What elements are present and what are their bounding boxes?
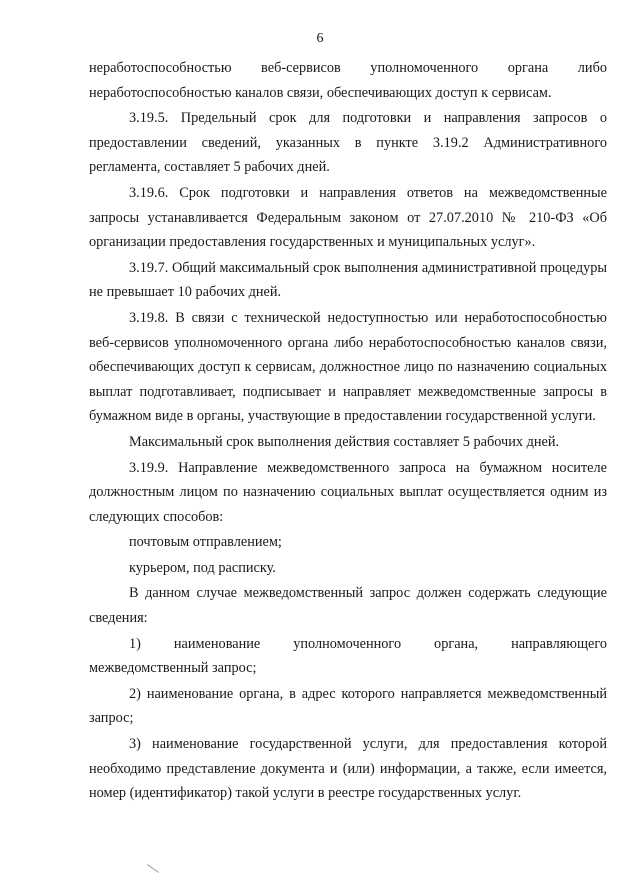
paragraph-max-term: Максимальный срок выполнения действия составляет 5 рабочих дней. [129, 433, 560, 450]
paragraph-3-19-6: 3.19.6. Срок подготовки и направления ответов на межведомственные запросы устанавливается Федеральным законом от 27.07.2010 № 210-ФЗ «Об организации предоставления государственных и муниципальных услуг». [89, 184, 607, 251]
list-item-courier: курьером, под расписку. [129, 559, 276, 576]
body-text [89, 56, 607, 807]
list-item-1: 1) наименование уполномоченного органа, направляющего межведомственный запрос; [89, 635, 607, 677]
paragraph-continuation: неработоспособностью веб-сервисов уполномоченного органа либо неработоспособностью каналов связи, обеспечивающих доступ к сервисам. [89, 60, 607, 101]
list-item-2: 2) наименование органа, в адрес которого направляется межведомственный запрос; [89, 685, 607, 727]
paragraph-3-19-7: 3.19.7. Общий максимальный срок выполнения административной процедуры не превышает 10 рабочих дней. [89, 259, 607, 301]
list-item-mail: почтовым отправлением; [129, 534, 282, 551]
paragraph-required-info: В данном случае межведомственный запрос должен содержать следующие сведения: [89, 585, 607, 627]
paragraph-3-19-5: 3.19.5. Предельный срок для подготовки и направления запросов о предоставлении сведений, указанных в пункте 3.19.2 Административного регламента, составляет 5 рабочих дней. [89, 110, 607, 176]
list-item-3: 3) наименование государственной услуги, для предоставления которой необходимо представление документа и (или) информации, а также, если имеется, номер (идентификатор) такой услуги в реестре государственных услуг. [89, 736, 607, 802]
scan-artifact [147, 864, 159, 873]
paragraph-3-19-9: 3.19.9. Направление межведомственного запроса на бумажном носителе должностным лицом по назначению социальных выплат осуществляется одним из следующих способов: [89, 459, 607, 525]
page-number: 6 [316, 31, 324, 46]
paragraph-3-19-8: 3.19.8. В связи с технической недоступностью или неработоспособностью веб-сервисов уполномоченного органа либо неработоспособностью каналов связи, обеспечивающих доступ к сервисам, должностное лицо по назначению социальных выплат подготавливает, подписывает и направляет межведомственные запросы в бумажном виде в органы, участвующие в предоставлении государственной услуги. [89, 309, 607, 425]
